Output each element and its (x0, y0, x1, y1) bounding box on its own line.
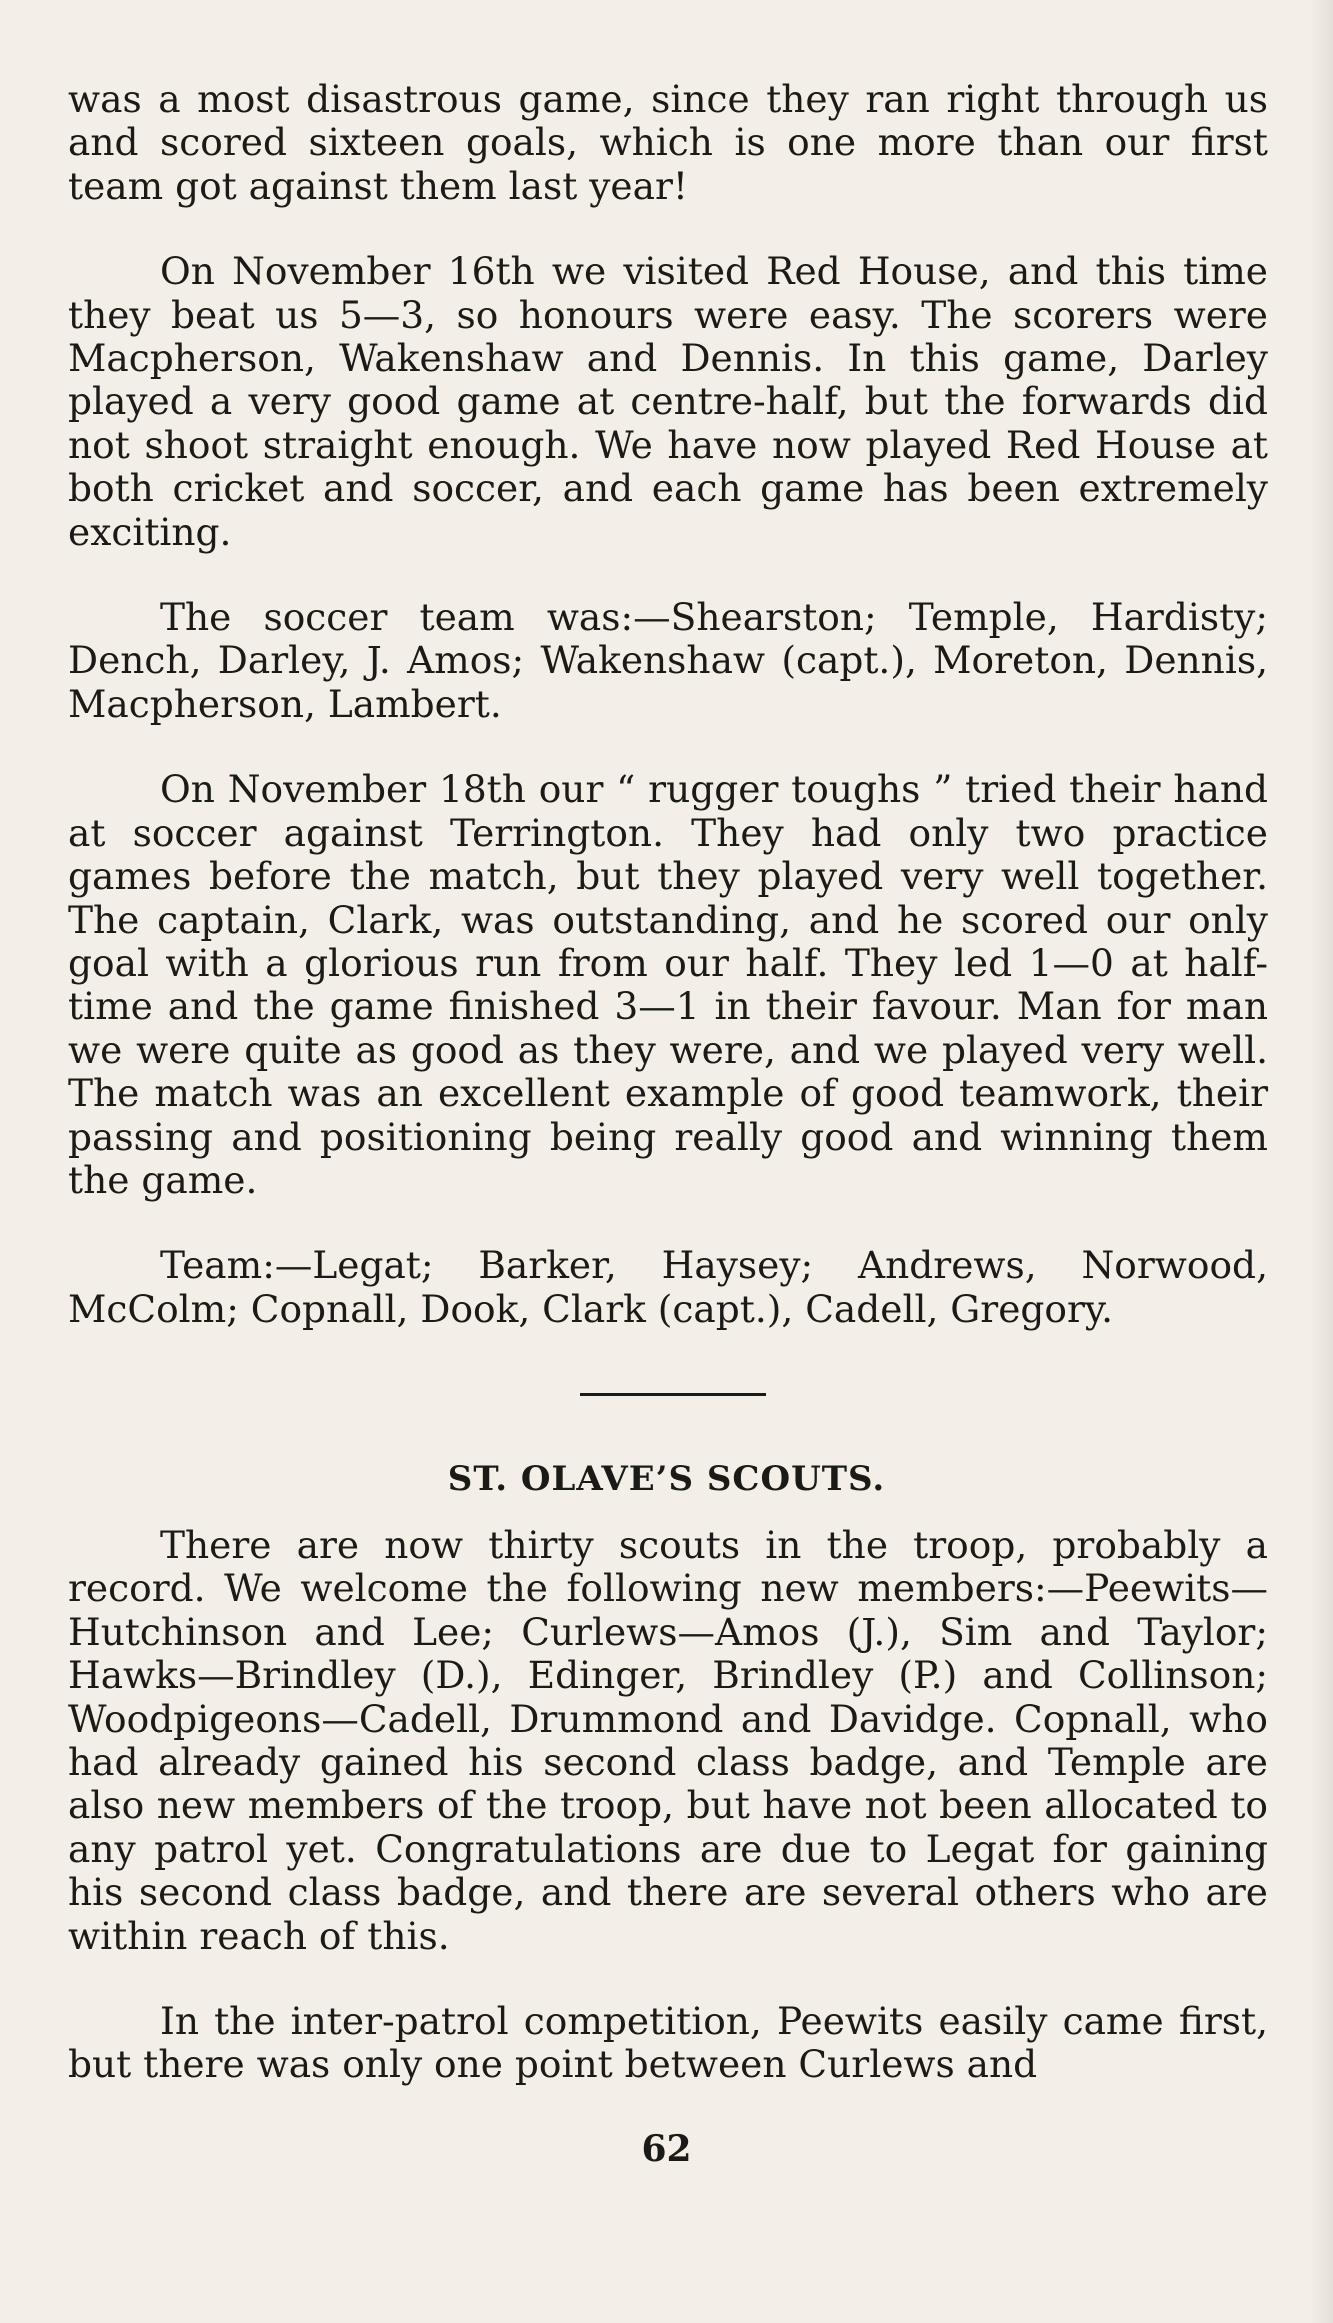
scan-edge-shadow (1311, 0, 1333, 2323)
paragraph-team-list: Team:—Legat; Barker, Haysey; Andrews, Norwood, McColm; Copnall, Dook, Clark (capt.), Cadell, Gregory. (68, 1243, 1268, 1331)
paragraph-inter-patrol: In the inter-patrol competition, Peewits easily came first, but there was only one point between Curlews and (68, 1999, 1268, 2087)
paragraph-continuation: was a most disastrous game, since they ran right through us and scored sixteen goals, which is one more than our first team got against them last year! (68, 77, 1268, 208)
section-divider (580, 1393, 766, 1396)
paragraph-terrington-match: On November 18th our “ rugger toughs ” tried their hand at soccer against Terrington. They had only two practice games before the match, but they played very well together. The captain, Clark, was outstanding, and he scored our only goal with a glorious run from our half. They led 1—0 at half-time and the game finished 3—1 in their favour. Man for man we were quite as good as they were, and we played very well. The match was an excellent example of good teamwork, their passing and positioning being really good and winning them the game. (68, 767, 1268, 1202)
paragraph-red-house-match: On November 16th we visited Red House, and this time they beat us 5—3, so honours were easy. The scorers were Macpherson, Wakenshaw and Dennis. In this game, Darley played a very good game at centre-half, but the forwards did not shoot straight enough. We have now played Red House at both cricket and soccer, and each game has been extremely exciting. (68, 249, 1268, 554)
scouts-section (68, 1524, 1268, 2087)
section-heading: ST. OLAVE’S SCOUTS. (447, 1459, 886, 1499)
page-number: 62 (641, 2128, 692, 2170)
page-body (68, 78, 1268, 1331)
paragraph-soccer-team: The soccer team was:—Shearston; Temple, Hardisty; Dench, Darley, J. Amos; Wakenshaw (capt.), Moreton, Dennis, Macpherson, Lambert. (68, 595, 1268, 726)
paragraph-scouts-troop: There are now thirty scouts in the troop, probably a record. We welcome the following new members:—Peewits—Hutchinson and Lee; Curlews—Amos (J.), Sim and Taylor; Hawks—Brindley (D.), Edinger, Brindley (P.) and Collinson; Woodpigeons—Cadell, Drummond and Davidge. Copnall, who had already gained his second class badge, and Temple are also new members of the troop, but have not been allocated to any patrol yet. Congratulations are due to Legat for gaining his second class badge, and there are several others who are within reach of this. (68, 1523, 1268, 1958)
